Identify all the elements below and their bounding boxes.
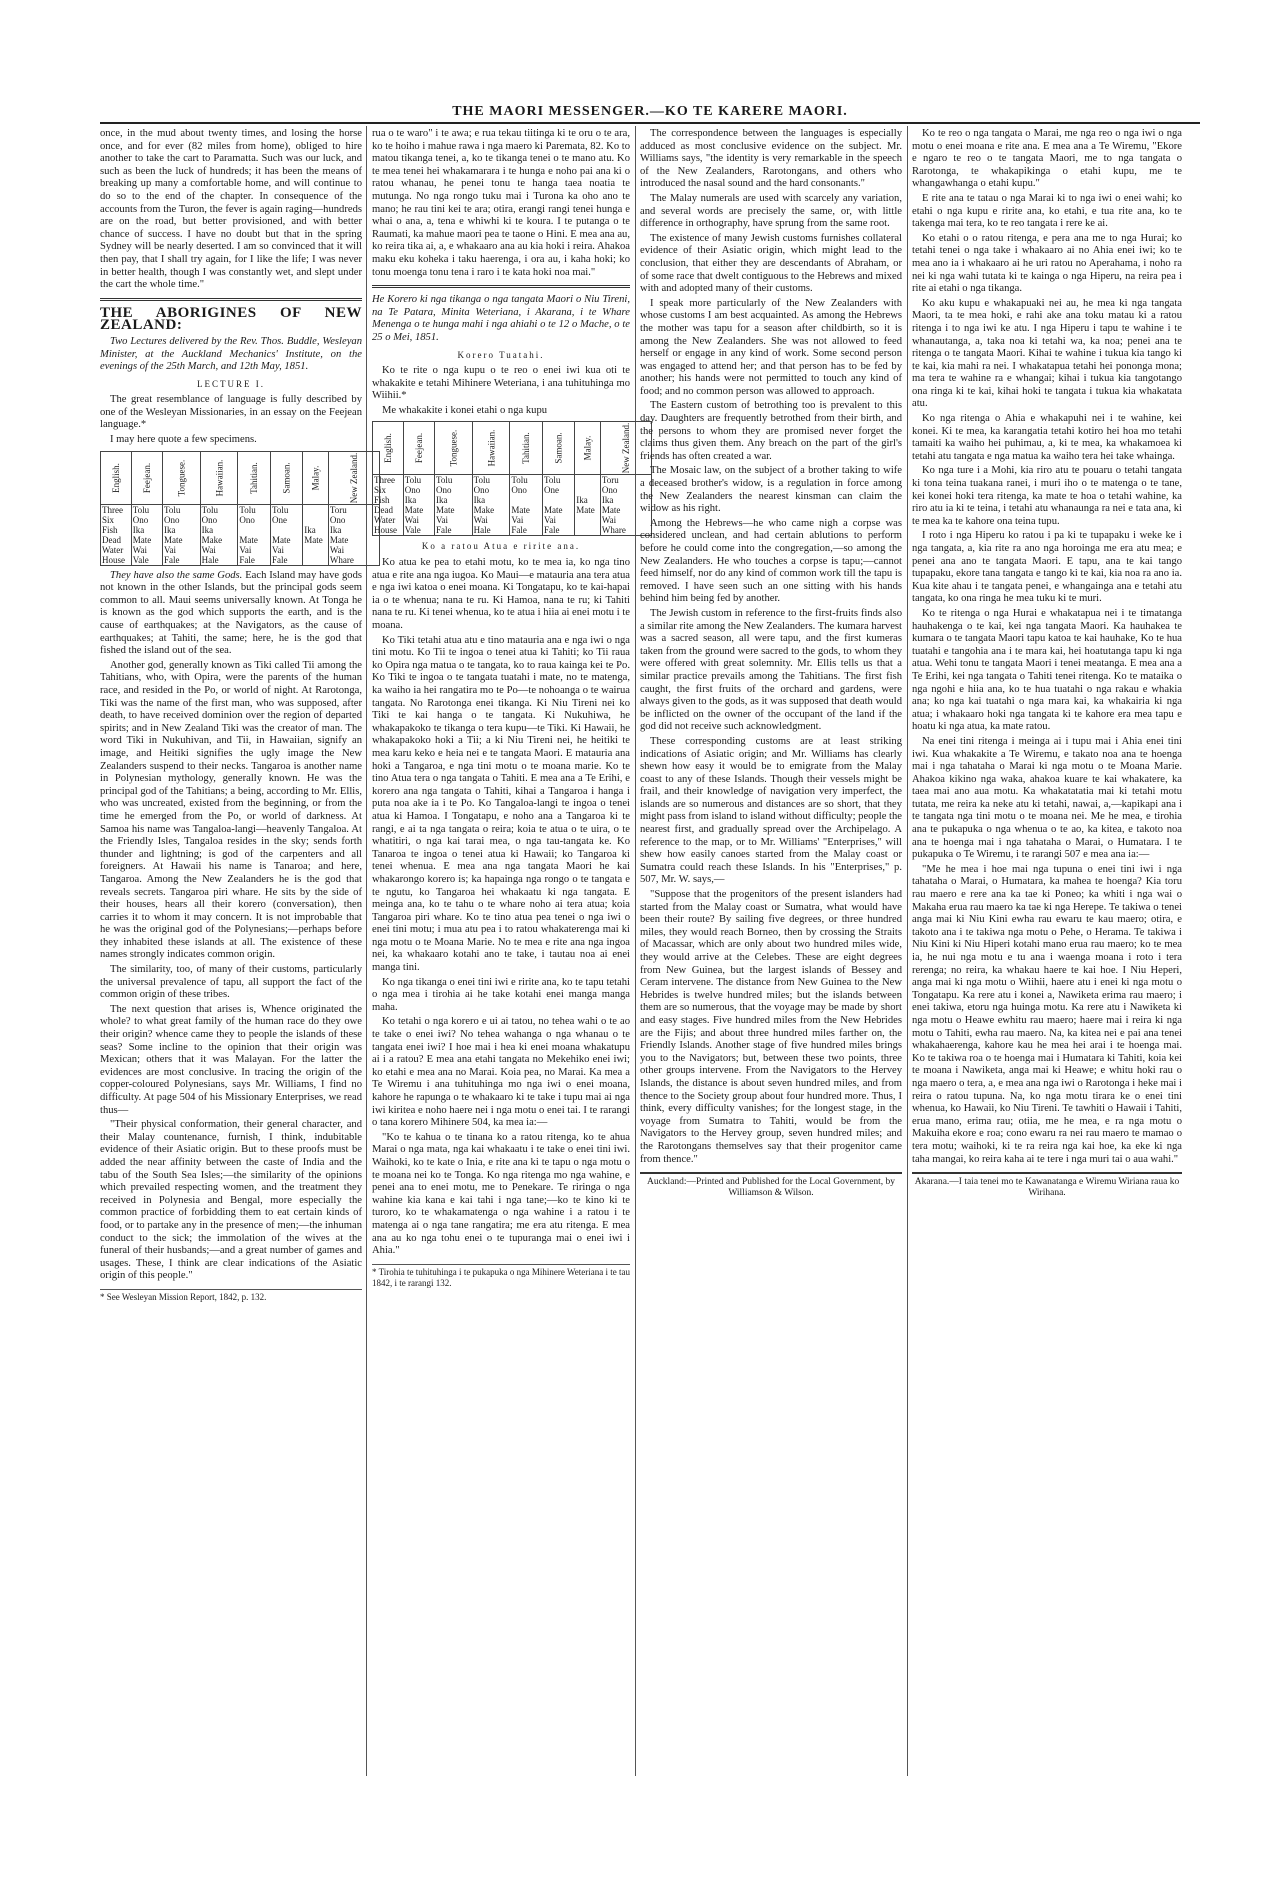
vocabulary-table: [100, 451, 380, 566]
table-row: Three Tolu Tolu Tolu Tolu Tolu Toru: [101, 504, 380, 515]
table-header: Tahitian.: [238, 451, 271, 504]
paragraph: Ko nga ritenga o Ahia e whakapuhi nei i te wahine, kei konei. Ki te mea, ka karangatia tetahi kotiro hei hoa mo tetahi tamaiti ka waiho hei puhimau, a, ki te mea, ka whakamoea ki tetahi atu tangata e nga matua ka waiho tera hei take whainga.: [912, 413, 1182, 462]
imprint: Auckland:—Printed and Published for the Local Government, by Williamson & Wilson.: [640, 1172, 902, 1199]
masthead: THE MAORI MESSENGER.—KO TE KARERE MAORI.: [452, 104, 848, 119]
table-header: English.: [373, 422, 404, 475]
table-header: Feejean.: [131, 451, 162, 504]
paragraph: E rite ana te tatau o nga Marai ki to nga iwi o enei wahi; ko etahi o nga kupu e ririte ana, ko etahi, e tua rite ana, ko te takenga mai tera, ko te reo tangata i rere ke ai.: [912, 192, 1182, 230]
paragraph: The Mosaic law, on the subject of a brother taking to wife a deceased brother's widow, is a regulation in force among the New Zealanders the nearest kinsman can claim the widow as his right.: [640, 465, 902, 515]
article-intro: Two Lectures delivered by the Rev. Thos. Buddle, Wesleyan Minister, at the Auckland Mechanics' Institute, on the evenings of the 25th March, and 12th May, 1851.: [100, 335, 362, 373]
table-header: Tonguese.: [435, 422, 473, 475]
paragraph: The great resemblance of language is fully described by one of the Wesleyan Missionaries, in an essay on the Feejean language.*: [100, 394, 362, 431]
vocabulary-table: [372, 421, 652, 536]
lecture-label: Korero Tuatahi.: [457, 349, 545, 360]
paragraph-body: Each Island may have gods not known in the other Islands, but the principal gods seem common to all. Maui seems universally known. At Tonga he is known as the god which supports the earth, and is the cause of earthquakes; at the Navigators, as the cause of earthquakes; at Tahiti, the same; here, he is the god that fished the island out of the sea.: [100, 569, 362, 657]
table-header: Hawaiian.: [200, 451, 238, 504]
paragraph: The next question that arises is, Whence originated the whole? to what great family of the human race do they owe their origin? whence came they to people the islands of these seas? Some incline to the opinion that their origin was Mexican; others that it was Malayan. For the latter the evidences are most conclusive. In tracing the origin of the copper-coloured Polynesians, says Mr. Williams, I find no difficulty. At page 504 of his Missionary Enterprises, we read thus—: [100, 1003, 362, 1116]
table-header: Malay.: [575, 422, 601, 475]
column-english-1: [100, 128, 362, 1768]
lead-in: They have also the same Gods.: [110, 569, 243, 581]
paragraph: Ko te ritenga o nga Hurai e whakatapua nei i te timatanga hauhakenga o te kai, kei nga tangata Maori. Ka hauhakea te kumara o te tangata Maori tapu katoa te kai hauhake, Ko te hua tuatahi e tangohia ana i te mara kai, hei hoatutanga tapu ki nga atua. Wehi tonu te tangata Maori i tenei meatanga. E mea ana a Te Erihi, kei nga tangata o Tahiti tenei ritenga. Ko te mataika o nga ngohi e hiia ana, ko te hua tuatahi o nga rakau e whakia ana; ko nga kai tuatahi o nga mara kai, ka whakairia ki nga atua; i whakaaro hoki nga tangata ki te kahore era mea tapu e hoatu ki nga atua, ka mate ratou.: [912, 607, 1182, 733]
table-header: Tahitian.: [510, 422, 543, 475]
paragraph: The Eastern custom of betrothing too is prevalent to this day. Daughters are frequently betrothed from their birth, and the persons to whom they are promised never forget the claims thus given them. Any breach on the part of the girl's friends has often created a war.: [640, 400, 902, 462]
table-row: Water Wai Vai Wai Vai Vai Wai: [101, 545, 380, 555]
paragraph: Ko te reo o nga tangata o Marai, me nga reo o nga iwi o nga motu o enei moana e rite ana. E mea ana a Te Wiremu, "Ekore e ngaro te reo o te tangata Maori, me to nga tangata o Rarotonga, te whakapikinga o etahi kupu, me te whangawhanga o etahi kupu.": [912, 128, 1182, 190]
column-divider: [907, 126, 908, 1776]
column-maori-1: [372, 128, 630, 1788]
article-title: THE ABORIGINES OF NEW ZEALAND:: [100, 304, 362, 334]
paragraph: Ko nga ture i a Mohi, kia riro atu te pouaru o tetahi tangata ki tona teina tuakana ranei, i muri iho o te matenga o te tane, kei konei hoki tera ritenga, ka mate te hoa o tetahi wahine, ka riro atu ia ki te teina, i tetahi atu whanaunga ra nei e tata ana, ki te mea ka te kahore ona teina tupu.: [912, 465, 1182, 527]
table-header: Feejean.: [403, 422, 434, 475]
column-english-2: [640, 128, 902, 1748]
quotation: "Me he mea i hoe mai nga tupuna o enei tini iwi i nga tahataha o Marai, o Humatara, ka mahea te hoenga? Kia toru rau maero e rere ana ka tae ki Poneo; ka whiti i nga wai o Makaha erua rau maero ka tae ki nga Herepe. Te takiwa o tenei anga mai ki Niu Kini ewha rau ewaru te kau maero; otira, e takoto ana i te takiwa nga motu o Pehe, o Herama. Te takiwa i Niu Kini ki Niu Hiperi kotahi mano erua rau maero; ko te mea ia, he nui nga motu e tu ana i waenga moana i roto i tera rerenga; no reira, ka whakau haere te kai hoe. I Niu Heperi, anga mai ki nga motu o Wiihii, haere atu i enei ki nga motu o Tongatapu. Ka rere atu i konei a, Nawiketa erima rau maero; i enei takiwa, etoru nga huinga motu. Ka rere atu i Nawiketa ki nga motu o Heawe ewhitu rau maero; haere mai i reira ki nga motu o Tahiti, ewha rau maero. Na, ka kitea nei e pai ana tenei whakahaerenga, kahore kau he mea hei arai i te hoenga mai. Ko te takiwa roa o te hoenga mai i Humatara ki Tahiti, koia kei te moana i Nawiketa, anga mai ki Heawe; e whitu hoki rau o nga maero o tera, a, e mea ana nga iwi o Rarotonga i heke mai i reira o ratou tupuna. Na, ko nga motu tirara ke o enei tini whenua, ko Hawaii, ko Niu Tireni. Te tawhiti o Hawaii i Tahiti, erua mano, erima rau; otiia, me he mea, e ra nga motu o Makuiha ekore e roa; cono ewaru ra nei rau maero te mamao o tera motu; waihoki, ki te ra reira nga kai hoe, ka eke ki nga taha mangai, ko reira kaha ai te tere i nga muri tai o aua wahi.": [912, 863, 1182, 1165]
rule: [100, 298, 362, 301]
table-row: Fish Ika Ika Ika Ika Ika: [101, 525, 380, 535]
footnote: * Tirohia te tuhituhinga i te pukapuka o nga Mihinere Weteriana i te tau 1842, i te rarangi 132.: [372, 1264, 630, 1289]
paragraph: The similarity, too, of many of their customs, particularly the universal prevalence of tapu, all support the fact of the common origin of these tribes.: [100, 964, 362, 1001]
paragraph: [100, 570, 362, 658]
table-header: Malay.: [303, 451, 329, 504]
quotation: "Their physical conformation, their general character, and their Malay countenance, furnish, I think, indubitable evidence of their Asiatic origin. But to these proofs must be added the near affinity between the caste of India and the tabu of the South Sea Isles;—the similarity of the opinions which prevailed respecting women, and the treatment they received in Polynesia and Bengal, more especially the common practice of forbidding them to eat certain kinds of food, or to partake any in the presence of men;—the inhuman conduct to the sick; the immolation of the wives at the funeral of their husbands;—and a great number of games and usages. These, I think are clear indications of the Asiatic origin of this people.": [100, 1119, 362, 1282]
paragraph: Ko nga tikanga o enei tini iwi e ririte ana, ko te tapu tetahi o nga mea i tirohia ai he take kotahi enei manga manga maha.: [372, 976, 630, 1013]
table-header: Tonguese.: [163, 451, 201, 504]
paragraph: Ko atua ke pea to etahi motu, ko te mea ia, ko nga tino atua e rite ana nga iugoa. Ko Maui—e matauria ana tera atua e nga iwi katoa o enei moana. Ki Tongatapu, ko te kai-hapai ia o te whenua; nana te ru. Ki Hamoa, nana te ru; ki Tahiti nana te ru. Ki tenei whenua, ko te atua i hiia ai enei motu i te moana.: [372, 557, 630, 632]
paragraph: Ko etahi o o ratou ritenga, e pera ana me to nga Hurai; ko tetahi tenei o nga take i whakaaro ai no Ahia enei iwi; ko te mea ano ia i whakaaro ai he uri ratou no Aperahama, i noho ra nei ki nga wahi tutata ki te kainga o nga Hiperu, na reira pea i rite ai etahi o nga tikanga.: [912, 232, 1182, 295]
paragraph: rua o te waro" i te awa; e rua tekau tiitinga ki te oru o te ara, ko te hoiho i mahue rawa i nga maero ki Paremata, 82. Ko to matou tikanga tenei, a, ko te tikanga tenei o te mano atu. Ko te mea tenei hei whakamarara i te hunga e noho pai ana ki o ratou whanau, he penei tonu te hanga taea noatia te mutunga. No nga rongo tuku mai i Turona ka oho ano te mano; he rau tini kei te ara; otira, erangi rangi tenei hunga e whai o ana, a, tena e whiwhi ki te koura. I te putanga o te Raumati, ka mahue maori pea te taone o Hini. E mea ana au, ko reira tika ai, a, e whakaaro ana au kia hoki i reira. Ahakoa maku eku koheka i taku haerenga, i ora au, i kaha hoki; ko tonu moenga tonu tena i raro i te kata hoki noa mai.": [372, 128, 631, 278]
imprint: Akarana.—I taia tenei mo te Kawanatanga e Wiremu Wiriana raua ko Wirihana.: [912, 1172, 1182, 1199]
table-row: House Vale Fale Hale Fale Fale Whare: [101, 555, 380, 566]
column-divider: [635, 126, 636, 1776]
paragraph: once, in the mud about twenty times, and losing the horse once, and for ever (82 miles from home), obliged to hire another to take the cart to Paramatta. Such was our luck, and such as been the luck of hundreds; it has been the means of breaking up many a comfortable home, and will continue to do so to the end of the chapter. In consequence of the accounts from the Turon, the fever is again raging—hundreds are on the road, but better provisioned, and with better chance of success. I have no doubt but that in the spring Sydney will be nearly deserted. I am so convinced that it will then pay, that I shall try again, for I like the life; I was never in better health, though I was constantly wet, and slept under the cart the whole time.": [100, 128, 362, 291]
table-row: Three Tolu Tolu Tolu Tolu Tolu Toru: [373, 475, 652, 486]
paragraph: I roto i nga Hiperu ko ratou i pa ki te tupapaku i weke ke i nga tangata, a, kia rite ra ano nga horoinga me era atu mea; e penei ana ano te tangata Maori. E tapu, ana te kai tango tupapaku, ekore tana tangata e tango ki te kai, kia noa ra ano ia. Kua kite ahau i te tangata penei, e whangainga ana e tetahi atu tangata, ko ona ringa he mea tuku ki te muri.: [912, 530, 1182, 605]
article-title-maori: He Korero ki nga tikanga o nga tangata Maori o Niu Tireni, na Te Patara, Minita Weteriana, i Akarana, i te Whare Menenga o te hunga mahi i nga ahiahi o te 12 o Mache, o te 25 o Mei, 1851.: [372, 294, 630, 343]
table-row: Water Wai Vai Wai Vai Vai Wai: [373, 515, 652, 525]
table-row: House Vale Fale Hale Fale Fale Whare: [373, 525, 652, 536]
paragraph: Na enei tini ritenga i meinga ai i tupu mai i Ahia enei tini iwi. Kua whakakite a Te Wiremu, e takato noa ana te hoenga mai i nga tahataha o Marai ki nga motu o te Moana Marie. Ahakoa kikino nga waka, ahakoa kuare te kai whakatere, ka taea mai ano aua motu. Ka whakatatatia mai ki tetahi motu tutata, me reira ka neke atu ki tetahi, nawai, a,—kapikapi ana i te tangata nga tini motu o te moana nei. Me he mea, e tirohia ana te pukapuka o nga whenua o te ao, ka kitea, e takoto noa ana te hoenga mai i nga tahataha o Marai, o Humatara. I te pukapuka o Te Wiremu, i te rarangi 507 e mea ana ia:—: [912, 735, 1182, 861]
rule: [372, 285, 630, 288]
paragraph: These corresponding customs are at least striking indications of Asiatic origin; and Mr. Williams has clearly shewn how easy it would be to emigrate from the Malay coast to any of these Islands. Though their vessels might be frail, and their knowledge of navigation very imperfect, the islands are so numerous and distances are so short, that they might pass from island to island without difficulty; people the nearest first, and gradually spread over the Archipelago. A reference to the map, or to Mr. Williams' "Enterprises," will shew how easily canoes started from the Malay coast or Sumatra could reach these Islands. In his "Enterprises," p. 507, Mr. W. says,—: [640, 735, 902, 886]
table-header: Hawaiian.: [472, 422, 510, 475]
paragraph: Ko tetahi o nga korero e ui ai tatou, no tehea wahi o te ao te take o enei iwi? No tehea wahanga o nga whanau o te tangata enei iwi? I hoe mai i hea ki enei moana whakatupu ai i a ratou? E mea ana etahi tangata no Mekehiko enei iwi; ko etahi e mea ana no Marai. Koia pea, no Marai. Ka mea a Te Wiremu i ana tuhituhinga mo nga iwi o enei moana, kahore he rapunga o te whakaaro ki te take i tupu mai ai nga iwi kiritea e noho haere nei i nga motu o enei tai. I te rarangi o tana korero Mihinere 504, ka mea ia:—: [372, 1016, 630, 1129]
footnote: * See Wesleyan Mission Report, 1842, p. 132.: [100, 1289, 362, 1303]
table-header: New Zealand.: [328, 451, 379, 504]
table-row: Dead Mate Mate Make Mate Mate Mate Mate: [101, 535, 380, 545]
masthead-rule: [100, 122, 1200, 124]
paragraph: Another god, generally known as Tiki called Tii among the Tahitians, who, with Opira, were the parents of the human race, and resided in the Po, or world of night. At Rarotonga, Tiki was the name of the first man, who was supposed, after death, to have received dominion over the region of departed spirits; and in New Zealand Tiki was the creator of man. The word Tiki in Nukuhivan, and Tii, in Hawaiian, signify an image, and Heitiki signifies the ugly image the New Zealanders suspend to their necks. Tangaroa is another name in Polynesian mythology, generally known. He was the principal god of the Tahitians; a being, according to Mr. Ellis, who was uncreated, existed from the beginning, or from the time he emerged from the Po, or world of darkness. At Samoa his name was Tangaloa-langi—heavenly Tangaloa. At the Friendly Isles, Tangaloa resides in the sky; sends forth thunder and lightning; is god of the carpenters and all foreigners. At Hawaii his name is Tanaroa; and here, Tangaroa. Among the New Zealanders he is the god that reveals secrets. Tangaroa piri whare. He sits by the side of their houses, hears all their korero (conversation), then carries it to whom it may concern. It is not improbable that he was the original god of the Polynesians;—perhaps before they inhabited these islands at all. The existence of these names strongly indicates common origin.: [100, 659, 362, 961]
table-header: Samoan.: [542, 422, 574, 475]
table-row: Dead Mate Mate Make Mate Mate Mate Mate: [373, 505, 652, 515]
table-row: Six Ono Ono Ono Ono One Ono: [373, 485, 652, 495]
paragraph: The Malay numerals are used with scarcely any variation, and several words are precisely the same, or, with little difference in orthography, have sprung from the same root.: [640, 192, 902, 230]
paragraph: Ko aku kupu e whakapuaki nei au, he mea ki nga tangata Maori, ta te mea hoki, e rahi ake ana toku matau ki a ratou ritenga i to nga iwi ke atu. I nga Hiperu i tapu te wahine i te whanautanga, a, taka noa ki tetahi wa, ka noa; penei ana te ritenga o te tangata Maori. Kihai te wahine i tukua kia tango ki te kai, kia mahi ra nei. I whakatapua tetahi hei pononga mona; ma tera te wahine ra e whangai; kihai i tukua kia tangotango ona ringa ki te kai, kihai hoki te tangata i tukua kia whakatata atu.: [912, 297, 1182, 410]
paragraph: Among the Hebrews—he who came nigh a corpse was considered unclean, and had certain ablutions to perform before he could come into the congregation,—so among the New Zealanders. He who touches a corpse is tapu;—cannot feed himself, nor do any kind of common work till the tapu is removed. I have seen such an one sitting with his hands behind him being fed by another.: [640, 517, 902, 605]
paragraph: The correspondence between the languages is especially adduced as most conclusive evidence on the subject. Mr. Williams says, "the identity is very remarkable in the speech of the New Zealanders, Rarotongans, and others who introduced the nasal sound and the hard consonants.": [640, 128, 902, 190]
column-maori-2: [912, 128, 1182, 1748]
table-row: Six Ono Ono Ono Ono One Ono: [101, 515, 380, 525]
lecture-label: LECTURE I.: [197, 378, 265, 389]
paragraph: Ko Tiki tetahi atua atu e tino matauria ana e nga iwi o nga tini motu. Ko Tii te ingoa o tenei atua ki Tahiti; ko Tii raua ko Opira nga matua o te tangata, ko to raua kainga kei te Po. Ko Tiki te ingoa o te tangata tuatahi i mate, no te matenga, ka waiho ia hei rangatira mo te Po—te nohoanga o te wairua tangata. No Rarotonga enei tikanga. Ki Niu Tireni nei ko Tiki te kai hanga o te tangata. Ki Nukuhiwa, he whakapakoko te tikanga o tera kupu—te Tiki. Ki Hawaii, he whakapakoko hoki a Tii; a ki Niu Tireni nei, he heitiki te mea karu keko e heia nei e te tangata Maori. E matauria ana hoki a Tangaroa, e nga tini motu o te moana marie. Ko te tino Atua tera o nga tangata o Tahiti. E mea ana a Te Erihi, e korero ana nga tangata o Tahiti, kihai a Tangaroa i hanga i puta noa ake ia i te Po. Ko Tangaloa-langi te ingoa o tenei atua ki Hamoa. I Tongatapu, e noho ana a Tangaroa ki te rangi, e ai ta nga tangata o reira; koia te atua o te uira, o te whatitiri, o nga kai tarai mea, o nga tau-tangata ke. Ko Tanaroa te ingoa o tenei atua ki Hawaii; ko Tangaroa ki tenei whenua. E mea ana nga tangata Maori he kai whakarongo korero is; ka hapainga nga rongo o te tangata e te ngutu, ko Tangaroa hei whakaatu ki nga tangata. E meinga ana, ko te tahu o te whare noho ai tera atua; koia Tangaroa piri whare. Ko te tino atua pea tenei o nga iwi o enei tini motu; i mua atu pea i to ratou whakaterenga mai ki nga motu o te Moana Marie. No te mea e rite ana nga ingoa nei, ka whakaaro kotahi ano te take, i tautau noa ai enei manga tini.: [372, 634, 630, 974]
table-header: New Zealand.: [600, 422, 651, 475]
paragraph: I speak more particularly of the New Zealanders with whose customs I am best acquainted. As among the Hebrews the mother was tapu for a season after childbirth, so it is among the New Zealanders. She was not allowed to feed herself or engage in any kind of work. Some second person was engaged to attend her; and that person has to be fed by another; his hands were not permitted to touch any kind of food; and no common person was allowed to approach.: [640, 297, 902, 397]
paragraph: The Jewish custom in reference to the first-fruits finds also a similar rite among the New Zealanders. The kumara harvest was a sacred season, all were tapu, and the first kumeras taken from the ground were sacred to the gods, to whom they were offered with great solemnity. Mr. Ellis tells us that a similar practice prevails among the Tahitians. The first fish caught, the first fruits of the orchard and gardens, were always given to the gods, as it was supposed that death would be inflicted on the owner of the occupant of the land if the god did not receive such acknowledgment.: [640, 607, 902, 733]
paragraph: Me whakakite i konei etahi o nga kupu: [382, 404, 548, 416]
table-header: Samoan.: [270, 451, 302, 504]
section-label: Ko a ratou Atua e ririte ana.: [421, 541, 581, 552]
paragraph: Ko te rite o nga kupu o te reo o enei iwi kua oti te whakakite e tetahi Mihinere Weteriana, i ana tuhituhinga mo Wiihii.*: [372, 365, 630, 402]
table-row: Fish Ika Ika Ika Ika Ika: [373, 495, 652, 505]
paragraph: I may here quote a few specimens.: [110, 434, 257, 446]
column-divider: [366, 126, 367, 1776]
table-header: English.: [101, 451, 132, 504]
quotation: "Suppose that the progenitors of the present islanders had started from the Malay coast or Sumatra, what would have been their route? By sailing five degrees, or three hundred miles, they would reach Borneo, then by crossing the Straits of Macassar, which are only about two hundred miles wide, they would arrive at the Celebes. These are eight degrees from New Guinea, but the largest islands of Bessey and Ceram intervene. The distance from New Guinea to the New Hebrides is twelve hundred miles; but the islands between them are so numerous, that the voyage may be made by short and easy stages. Five hundred miles from the New Hebrides are the Fijis; and about three hundred miles farther on, the Friendly Islands. Another stage of five hundred miles brings you to the Navigators; but, between these two points, three other groups intervene. From the Navigators to the Hervey Islands, the distance is about seven hundred miles, and from thence to the Society group about four hundred more. Thus, I think, every difficulty vanishes; for the longest stage, in the voyage from Sumatra to Tahiti, would be from the Navigators to the Hervey group, seven hundred miles; and the Rarotongans themselves say that their progenitor came from thence.": [640, 889, 902, 1165]
quotation: "Ko te kahua o te tinana ko a ratou ritenga, ko te ahua Marai o nga mata, nga kai whakaatu i te take o enei tini iwi. Waihoki, ko te kate o Inia, e rite ana ki te tapu o nga motu o te moana nei ko te Tonga. Ko nga ritenga mo nga wahine, e penei ana to enei motu, me to Penekare. Te riringa o nga wahine kia kana e kai tahi i nga tane;—ko te kino ki te turoro, ko te whakamatenga o nga wahine i a ratou i te matenga ai o nga tane rangatira; me era atu ritenga. E mea ana au ko nga tohu enei o te tupuranga mai o enei iwi i Ahia.": [372, 1131, 630, 1257]
paragraph: The existence of many Jewish customs furnishes collateral evidence of their Asiatic origin, which might lead to the conclusion, that either they are descendants of Abraham, or of some race that dwelt contiguous to the Hebrews and mixed with and adopted many of their customs.: [640, 232, 902, 295]
